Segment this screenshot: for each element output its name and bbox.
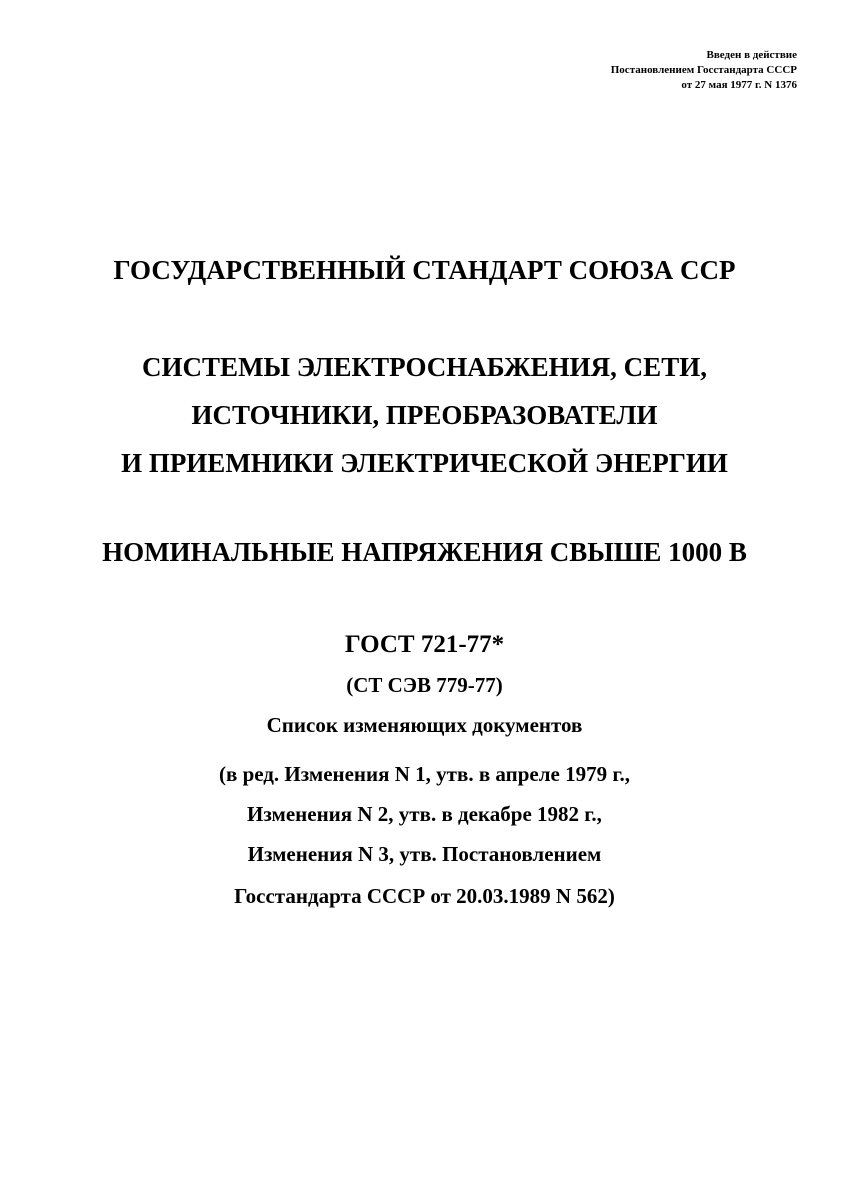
state-standard-heading [0,252,849,288]
amendment-line-3: Изменения N 3, утв. Постановлением [247,842,602,866]
amendments-title [0,710,849,740]
amendments-last [0,878,849,914]
standard-equivalent-text: (СТ СЭВ 779-77) [346,673,503,697]
document-title-line-1: СИСТЕМЫ ЭЛЕКТРОСНАБЖЕНИЯ, СЕТИ, [142,352,707,382]
amendments-title-text: Список изменяющих документов [266,713,583,737]
document-title [0,343,849,487]
amendment-line-1: (в ред. Изменения N 1, утв. в апреле 1979 г., [218,762,631,786]
document-title-line-2: ИСТОЧНИКИ, ПРЕОБРАЗОВАТЕЛИ [191,400,658,430]
enactment-note-line-3: от 27 мая 1977 г. N 1376 [681,79,797,91]
standard-equivalent [0,670,849,700]
amendment-line-2: Изменения N 2, утв. в декабре 1982 г., [247,802,602,826]
enactment-note [611,48,797,93]
document-title-line-3: И ПРИЕМНИКИ ЭЛЕКТРИЧЕСКОЙ ЭНЕРГИИ [121,448,728,478]
state-standard-title: ГОСУДАРСТВЕННЫЙ СТАНДАРТ СОЮЗА ССР [113,255,736,285]
document-subtitle [0,534,849,570]
enactment-note-line-2: Постановлением Госстандарта СССР [610,64,797,76]
standard-code-text: ГОСТ 721-77* [344,631,505,658]
amendments-list [0,754,849,874]
amendment-line-4: Госстандарта СССР от 20.03.1989 N 562) [234,884,615,908]
enactment-note-line-1: Введен в действие [706,49,797,61]
standard-code [0,628,849,662]
document-subtitle-text: НОМИНАЛЬНЫЕ НАПРЯЖЕНИЯ СВЫШЕ 1000 В [102,537,747,567]
